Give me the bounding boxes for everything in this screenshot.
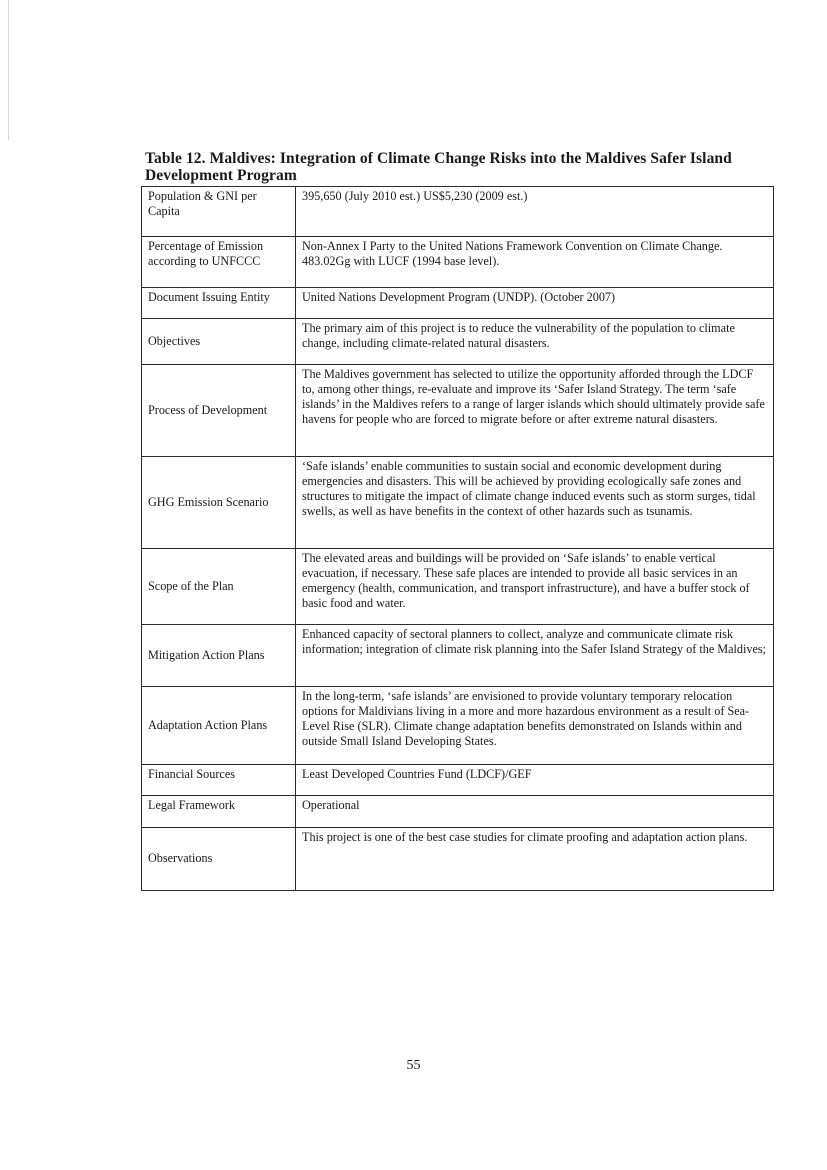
table-title: Table 12. Maldives: Integration of Climate Change Risks into the Maldives Safer Island Development Program (145, 150, 732, 184)
row-value-financial: Least Developed Countries Fund (LDCF)/GEF (296, 765, 774, 796)
row-label-adaptation: Adaptation Action Plans (142, 687, 296, 765)
table-row (142, 288, 774, 319)
maldives-program-table (141, 186, 774, 891)
row-label-legal: Legal Framework (142, 796, 296, 828)
row-value-issuing-entity: United Nations Development Program (UNDP). (October 2007) (296, 288, 774, 319)
page-number: 55 (406, 1058, 421, 1073)
row-value-emission: Non-Annex I Party to the United Nations Framework Convention on Climate Change. 483.02Gg with LUCF (1994 base level). (296, 237, 774, 288)
row-label-ghg: GHG Emission Scenario (142, 457, 296, 549)
row-value-adaptation: In the long-term, ‘safe islands’ are envisioned to provide voluntary temporary relocation options for Maldivians living in a more and more hazardous environment as a result of Sea-Level Rise (SLR). Climate change adaptation benefits demonstrated on Islands within and outside Small Island Developing States. (296, 687, 774, 765)
row-label-population: Population & GNI per Capita (142, 187, 296, 237)
table-row (142, 549, 774, 625)
table-row (142, 828, 774, 891)
table-row (142, 625, 774, 687)
row-value-process: The Maldives government has selected to utilize the opportunity afforded through the LDCF to, among other things, re-evaluate and improve its ‘Safer Island Strategy. The term ‘safe islands’ in the Maldives refers to a range of larger islands which should ultimately provide safe havens for people who are forced to migrate before or after extreme natural disasters. (296, 365, 774, 457)
row-value-ghg: ‘Safe islands’ enable communities to sustain social and economic development during emergencies and disasters. This will be achieved by providing ecologically safe zones and structures to mitigate the impact of climate change induced events such as storm surges, tidal swells, as well as have benefits in the context of other hazards such as tsunamis. (296, 457, 774, 549)
row-label-scope: Scope of the Plan (142, 549, 296, 625)
table-row (142, 796, 774, 828)
row-value-scope: The elevated areas and buildings will be provided on ‘Safe islands’ to enable vertical evacuation, if necessary. These safe places are intended to provide all basic services in an emergency (health, communication, and transport infrastructure), and have a buffer stock of basic food and water. (296, 549, 774, 625)
row-label-issuing-entity: Document Issuing Entity (142, 288, 296, 319)
table-row (142, 765, 774, 796)
row-value-mitigation: Enhanced capacity of sectoral planners to collect, analyze and communicate climate risk information; integration of climate risk planning into the Safer Island Strategy of the Maldives; (296, 625, 774, 687)
row-value-legal: Operational (296, 796, 774, 828)
row-label-emission: Percentage of Emission according to UNFCCC (142, 237, 296, 288)
row-value-population: 395,650 (July 2010 est.) US$5,230 (2009 est.) (296, 187, 774, 237)
table-row (142, 187, 774, 237)
row-value-objectives: The primary aim of this project is to reduce the vulnerability of the population to climate change, including climate-related natural disasters. (296, 319, 774, 365)
row-label-mitigation: Mitigation Action Plans (142, 625, 296, 687)
row-value-observations: This project is one of the best case studies for climate proofing and adaptation action plans. (296, 828, 774, 891)
table-row (142, 237, 774, 288)
table-row (142, 319, 774, 365)
row-label-financial: Financial Sources (142, 765, 296, 796)
row-label-objectives: Objectives (142, 319, 296, 365)
table-row (142, 365, 774, 457)
table-row (142, 457, 774, 549)
row-label-observations: Observations (142, 828, 296, 891)
scan-edge-line (8, 0, 9, 140)
row-label-process: Process of Development (142, 365, 296, 457)
table-row (142, 687, 774, 765)
